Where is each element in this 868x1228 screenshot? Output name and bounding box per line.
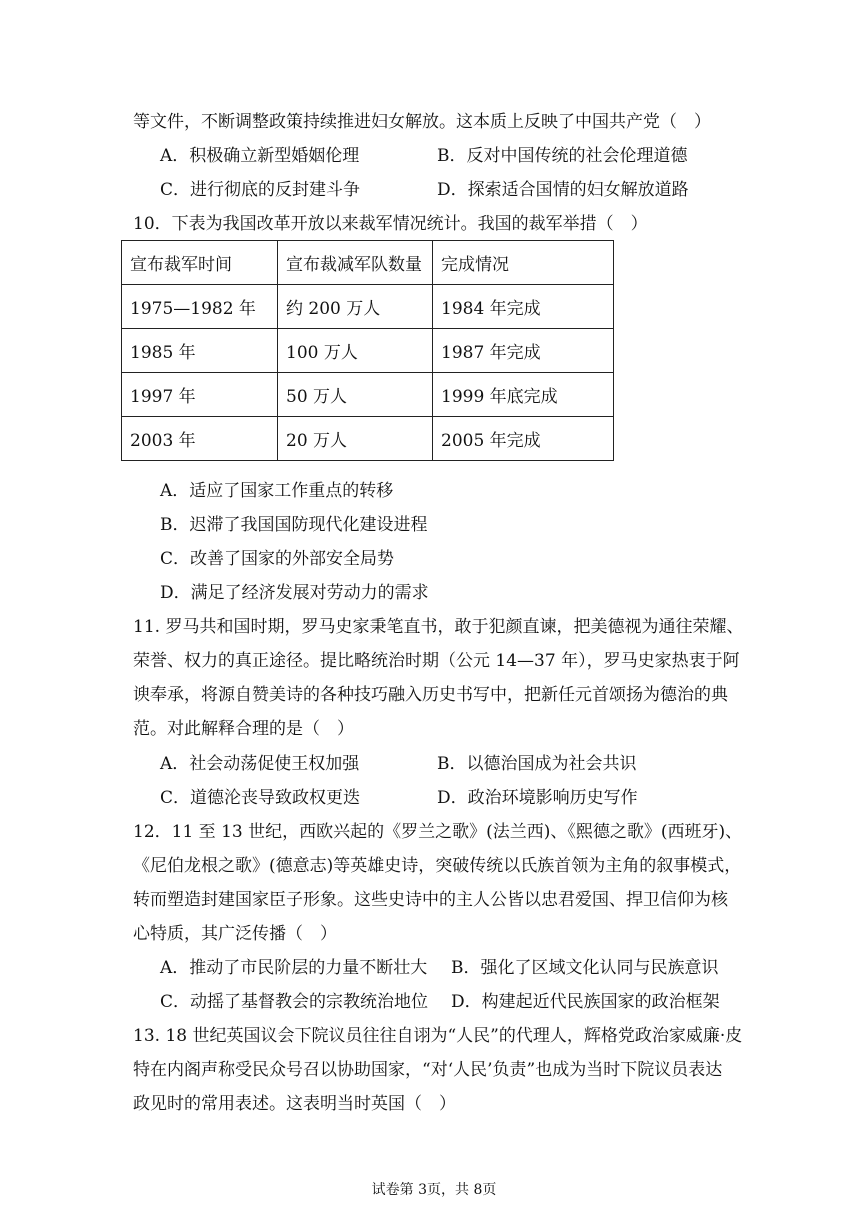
table-cell: 约 200 万人 xyxy=(278,285,433,329)
table-row xyxy=(122,373,614,417)
q9-option-a: A．积极确立新型婚姻伦理 xyxy=(160,146,360,166)
q12-stem-line: 12．11 至 13 世纪，西欧兴起的《罗兰之歌》(法兰西)、《熙德之歌》(西班牙)、 xyxy=(133,822,743,842)
q13-stem-line: 特在内阁声称受民众号召以协助国家，“对‘人民’负责”也成为当时下院议员表达 xyxy=(133,1060,723,1080)
q10-option-a: A．适应了国家工作重点的转移 xyxy=(160,481,394,501)
q12-stem-line: 心特质，其广泛传播（ ） xyxy=(133,924,337,944)
q11-option-d: D．政治环境影响历史写作 xyxy=(437,788,638,808)
q10-option-c: C．改善了国家的外部安全局势 xyxy=(160,549,395,569)
table-header-row xyxy=(122,241,614,285)
table-row xyxy=(122,329,614,373)
table-cell: 2003 年 xyxy=(122,417,278,461)
q10-option-d: D．满足了经济发展对劳动力的需求 xyxy=(160,583,429,603)
table-cell: 1999 年底完成 xyxy=(433,373,614,417)
q11-stem-line: 谀奉承，将源自赞美诗的各种技巧融入历史书写中，把新任元首颂扬为德治的典 xyxy=(133,685,728,705)
q10-stem: 10．下表为我国改革开放以来裁军情况统计。我国的裁军举措（ ） xyxy=(133,214,648,234)
q11-option-b: B．以德治国成为社会共识 xyxy=(437,754,637,774)
table-cell: 20 万人 xyxy=(278,417,433,461)
q9-option-d: D．探索适合国情的妇女解放道路 xyxy=(437,180,689,200)
q11-option-c: C．道德沦丧导致政权更迭 xyxy=(160,788,361,808)
table-cell: 100 万人 xyxy=(278,329,433,373)
table-row xyxy=(122,417,614,461)
table-header-cell: 完成情况 xyxy=(433,241,614,285)
q9-stem-tail: 等文件，不断调整政策持续推进妇女解放。这本质上反映了中国共产党（ ） xyxy=(133,112,711,132)
q12-stem-line: 转而塑造封建国家臣子形象。这些史诗中的主人公皆以忠君爱国、捍卫信仰为核 xyxy=(133,890,728,910)
q12-option-b: B．强化了区域文化认同与民族意识 xyxy=(451,958,719,978)
q11-stem-line: 11. 罗马共和国时期，罗马史家秉笔直书，敢于犯颜直谏，把美德视为通往荣耀、 xyxy=(133,617,744,637)
q12-stem-line: 《尼伯龙根之歌》(德意志)等英雄史诗，突破传统以氏族首领为主角的叙事模式， xyxy=(133,856,742,876)
q13-stem-line: 13. 18 世纪英国议会下院议员往往自诩为“人民”的代理人，辉格党政治家威廉·皮 xyxy=(133,1026,743,1046)
q11-stem-line: 范。对此解释合理的是（ ） xyxy=(133,719,354,739)
table-header-cell: 宣布裁减军队数量 xyxy=(278,241,433,285)
q13-stem-line: 政见时的常用表述。这表明当时英国（ ） xyxy=(133,1094,456,1114)
q12-option-c: C．动摇了基督教会的宗教统治地位 xyxy=(160,992,429,1012)
table-cell: 1984 年完成 xyxy=(433,285,614,329)
q12-option-d: D．构建起近代民族国家的政治框架 xyxy=(451,992,720,1012)
q9-option-c: C．进行彻底的反封建斗争 xyxy=(160,180,361,200)
q11-option-a: A．社会动荡促使王权加强 xyxy=(160,754,360,774)
q9-option-b: B．反对中国传统的社会伦理道德 xyxy=(437,146,688,166)
table-cell: 1987 年完成 xyxy=(433,329,614,373)
disarmament-table xyxy=(121,240,614,461)
q12-option-a: A．推动了市民阶层的力量不断壮大 xyxy=(160,958,428,978)
table-cell: 1997 年 xyxy=(122,373,278,417)
table-cell: 1975—1982 年 xyxy=(122,285,278,329)
q10-option-b: B．迟滞了我国国防现代化建设进程 xyxy=(160,515,428,535)
table-cell: 50 万人 xyxy=(278,373,433,417)
table-header-cell: 宣布裁军时间 xyxy=(122,241,278,285)
table-cell: 2005 年完成 xyxy=(433,417,614,461)
page-footer: 试卷第 3页，共 8页 xyxy=(371,1182,497,1198)
table-cell: 1985 年 xyxy=(122,329,278,373)
table-row xyxy=(122,285,614,329)
q11-stem-line: 荣誉、权力的真正途径。提比略统治时期（公元 14—37 年），罗马史家热衷于阿 xyxy=(133,651,740,671)
